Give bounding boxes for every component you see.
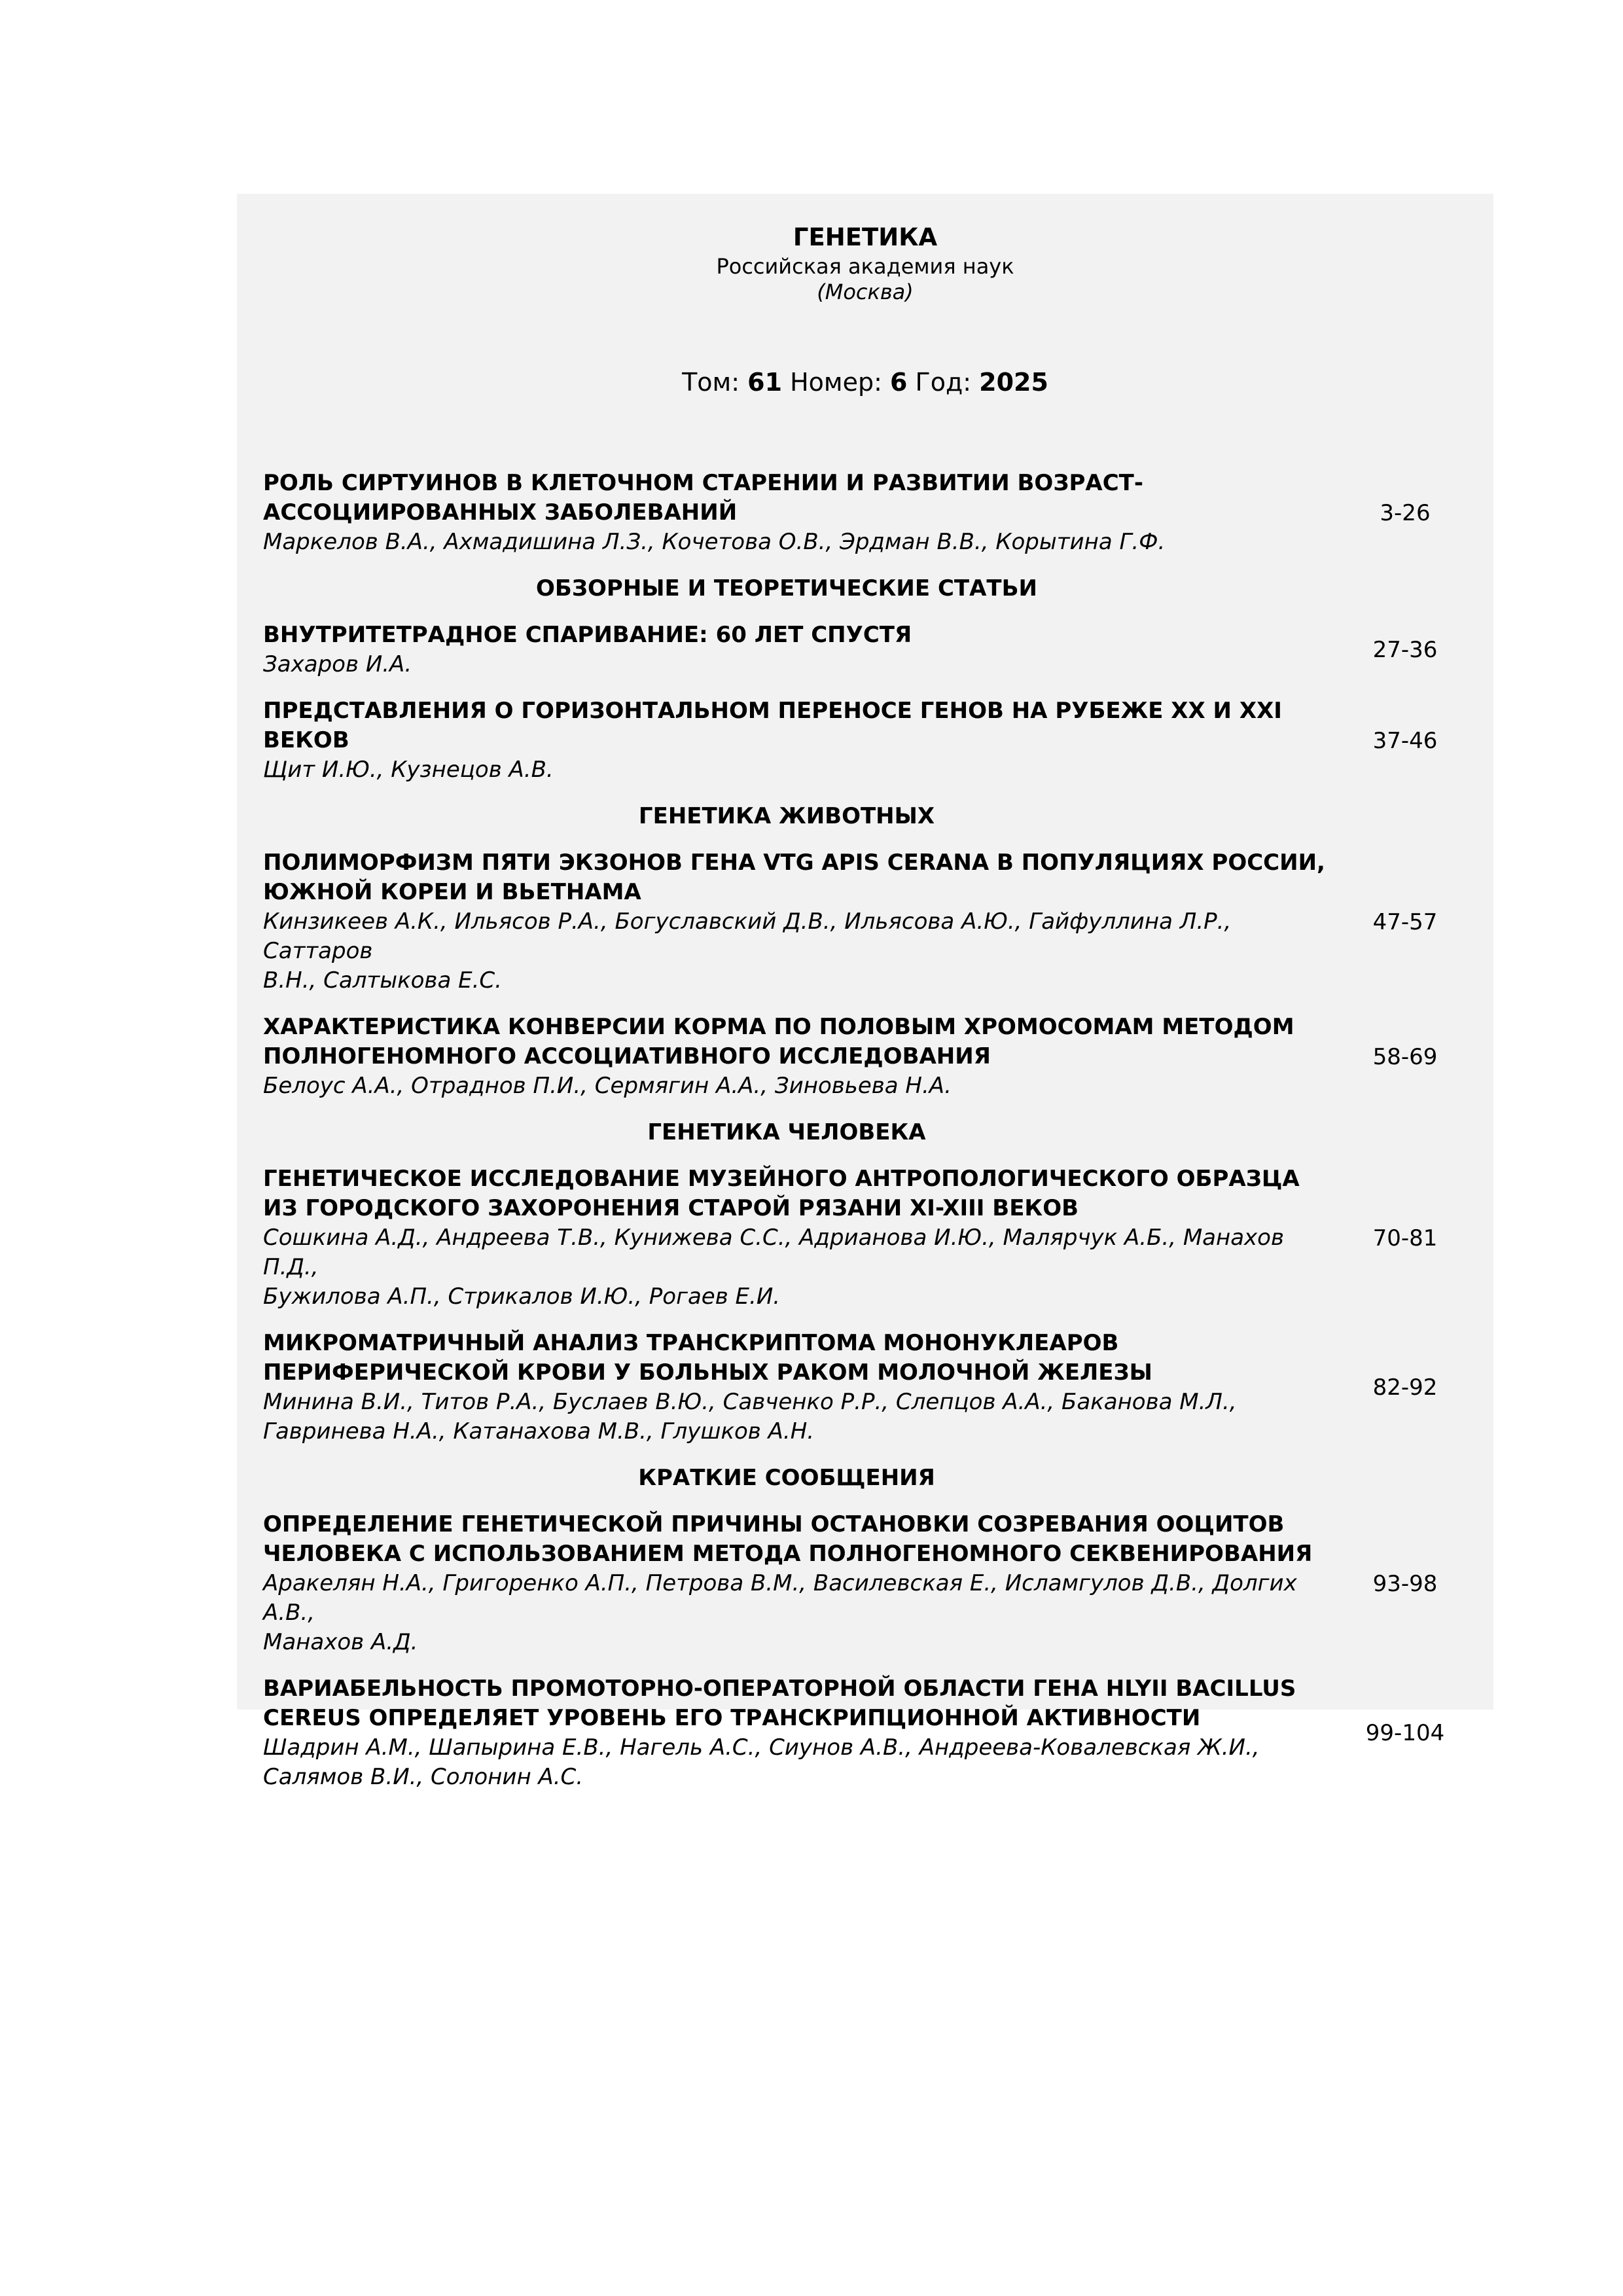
article-title-line[interactable]: ВНУТРИТЕТРАДНОЕ СПАРИВАНИЕ: 60 ЛЕТ СПУСТЯ [263,622,912,648]
article-entry[interactable] [263,1329,1474,1446]
article-title-line[interactable]: ХАРАКТЕРИСТИКА КОНВЕРСИИ КОРМА ПО ПОЛОВЫМ ХРОМОСОМАМ МЕТОДОМ [263,1014,1294,1040]
article-entry[interactable] [263,1164,1474,1312]
article-text [263,620,1336,679]
article-pages: 58-69 [1372,1043,1438,1070]
article-text [263,1510,1336,1657]
article-pages: 93-98 [1372,1570,1438,1597]
article-entry[interactable] [263,469,1474,557]
article-text [263,1164,1336,1312]
journal-organization: Российская академия наук [716,254,1014,279]
article-entry[interactable] [263,696,1474,785]
year-label: Год: [915,368,972,397]
article-entry[interactable] [263,848,1474,996]
journal-city: (Москва) [817,279,914,304]
article-authors-line: Манахов А.Д. [263,1629,418,1655]
article-title-line[interactable]: CEREUS ОПРЕДЕЛЯЕТ УРОВЕНЬ ЕГО ТРАНСКРИПЦИОННОЙ АКТИВНОСТИ [263,1705,1201,1731]
section-heading: КРАТКИЕ СООБЩЕНИЯ [638,1465,935,1491]
article-authors-line: Аракелян Н.А., Григоренко А.П., Петрова В.М., Василевская Е., Исламгулов Д.В., Долгих А.В., [263,1570,1297,1626]
article-pages: 37-46 [1372,727,1438,754]
article-title-line[interactable]: ВАРИАБЕЛЬНОСТЬ ПРОМОТОРНО-ОПЕРАТОРНОЙ ОБЛАСТИ ГЕНА HLYII BACILLUS [263,1676,1296,1702]
section-heading: ГЕНЕТИКА ЖИВОТНЫХ [638,803,935,829]
article-title-line[interactable]: ЮЖНОЙ КОРЕИ И ВЬЕТНАМА [263,879,641,905]
article-entry[interactable] [263,620,1474,679]
article-title-line[interactable]: АССОЦИИРОВАННЫХ ЗАБОЛЕВАНИЙ [263,499,738,526]
article-pages: 27-36 [1372,637,1438,663]
article-title-line[interactable]: ГЕНЕТИЧЕСКОЕ ИССЛЕДОВАНИЕ МУЗЕЙНОГО АНТРОПОЛОГИЧЕСКОГО ОБРАЗЦА [263,1166,1300,1192]
article-pages: 70-81 [1372,1225,1438,1251]
article-title-line[interactable]: ИЗ ГОРОДСКОГО ЗАХОРОНЕНИЯ СТАРОЙ РЯЗАНИ XI-XIII ВЕКОВ [263,1195,1079,1221]
article-authors-line: Сошкина А.Д., Андреева Т.В., Кунижева С.С., Адрианова И.Ю., Малярчук А.Б., Манахов П.Д., [263,1225,1285,1280]
article-pages: 99-104 [1365,1720,1445,1746]
contents-panel [237,194,1493,1790]
article-authors-line: Маркелов В.А., Ахмадишина Л.З., Кочетова О.В., Эрдман В.В., Корытина Г.Ф. [263,529,1166,555]
article-authors-line: Гавринева Н.А., Катанахова М.В., Глушков А.Н. [263,1418,815,1444]
article-title-line[interactable]: ПРЕДСТАВЛЕНИЯ О ГОРИЗОНТАЛЬНОМ ПЕРЕНОСЕ ГЕНОВ НА РУБЕЖЕ XX И XXI [263,698,1282,724]
article-title-line[interactable]: ВЕКОВ [263,727,349,753]
section-heading: ГЕНЕТИКА ЧЕЛОВЕКА [647,1119,926,1145]
article-pages: 82-92 [1372,1374,1438,1401]
volume-value: 61 [747,368,783,397]
article-authors-line: Салямов В.И., Солонин А.С. [263,1764,584,1790]
article-pages: 47-57 [1372,908,1438,935]
article-authors-line: Кинзикеев А.К., Ильясов Р.А., Богуславский Д.В., Ильясова А.Ю., Гайфуллина Л.Р., Саттаров [263,908,1232,964]
article-title-line[interactable]: РОЛЬ СИРТУИНОВ В КЛЕТОЧНОМ СТАРЕНИИ И РАЗВИТИИ ВОЗРАСТ- [263,470,1143,496]
article-entry[interactable] [263,1013,1474,1101]
article-authors-line: Белоус А.А., Отраднов П.И., Сермягин А.А., Зиновьева Н.А. [263,1073,952,1099]
article-text [263,1674,1336,1792]
section-heading: ОБЗОРНЫЕ И ТЕОРЕТИЧЕСКИЕ СТАТЬИ [536,575,1037,601]
article-title-line[interactable]: МИКРОМАТРИЧНЫЙ АНАЛИЗ ТРАНСКРИПТОМА МОНОНУКЛЕАРОВ [263,1330,1119,1356]
year-value: 2025 [979,368,1048,397]
article-entry[interactable] [263,1510,1474,1657]
article-authors-line: Шадрин А.М., Шапырина Е.В., Нагель А.С., Сиунов А.В., Андреева-Ковалевская Ж.И., [263,1734,1260,1761]
article-text [263,1013,1336,1101]
article-authors-line: Захаров И.А. [263,651,412,677]
number-label: Номер: [790,368,882,397]
article-authors-line: В.Н., Салтыкова Е.С. [263,967,502,994]
article-authors-line: Минина В.И., Титов Р.А., Буслаев В.Ю., Савченко Р.Р., Слепцов А.А., Баканова М.Л., [263,1389,1237,1415]
article-text [263,469,1336,557]
table-of-contents [263,469,1474,1809]
number-value: 6 [890,368,908,397]
article-title-line[interactable]: ПЕРИФЕРИЧЕСКОЙ КРОВИ У БОЛЬНЫХ РАКОМ МОЛОЧНОЙ ЖЕЛЕЗЫ [263,1359,1152,1386]
article-text [263,848,1336,996]
article-text [263,696,1336,785]
issue-info [237,368,1493,397]
article-title-line[interactable]: ПОЛИМОРФИЗМ ПЯТИ ЭКЗОНОВ ГЕНА VTG APIS CERANA В ПОПУЛЯЦИЯХ РОССИИ, [263,850,1325,876]
article-authors-line: Щит И.Ю., Кузнецов А.В. [263,757,554,783]
article-pages: 3-26 [1380,499,1431,526]
article-title-line[interactable]: ЧЕЛОВЕКА С ИСПОЛЬЗОВАНИЕМ МЕТОДА ПОЛНОГЕНОМНОГО СЕКВЕНИРОВАНИЯ [263,1541,1313,1567]
article-authors-line: Бужилова А.П., Стрикалов И.Ю., Рогаев Е.И. [263,1283,781,1310]
article-entry[interactable] [263,1674,1474,1792]
article-title-line[interactable]: ПОЛНОГЕНОМНОГО АССОЦИАТИВНОГО ИССЛЕДОВАНИЯ [263,1043,991,1069]
journal-title: ГЕНЕТИКА [793,223,938,251]
volume-label: Том: [682,368,740,397]
article-title-line[interactable]: ОПРЕДЕЛЕНИЕ ГЕНЕТИЧЕСКОЙ ПРИЧИНЫ ОСТАНОВКИ СОЗРЕВАНИЯ ООЦИТОВ [263,1511,1285,1537]
article-text [263,1329,1336,1446]
